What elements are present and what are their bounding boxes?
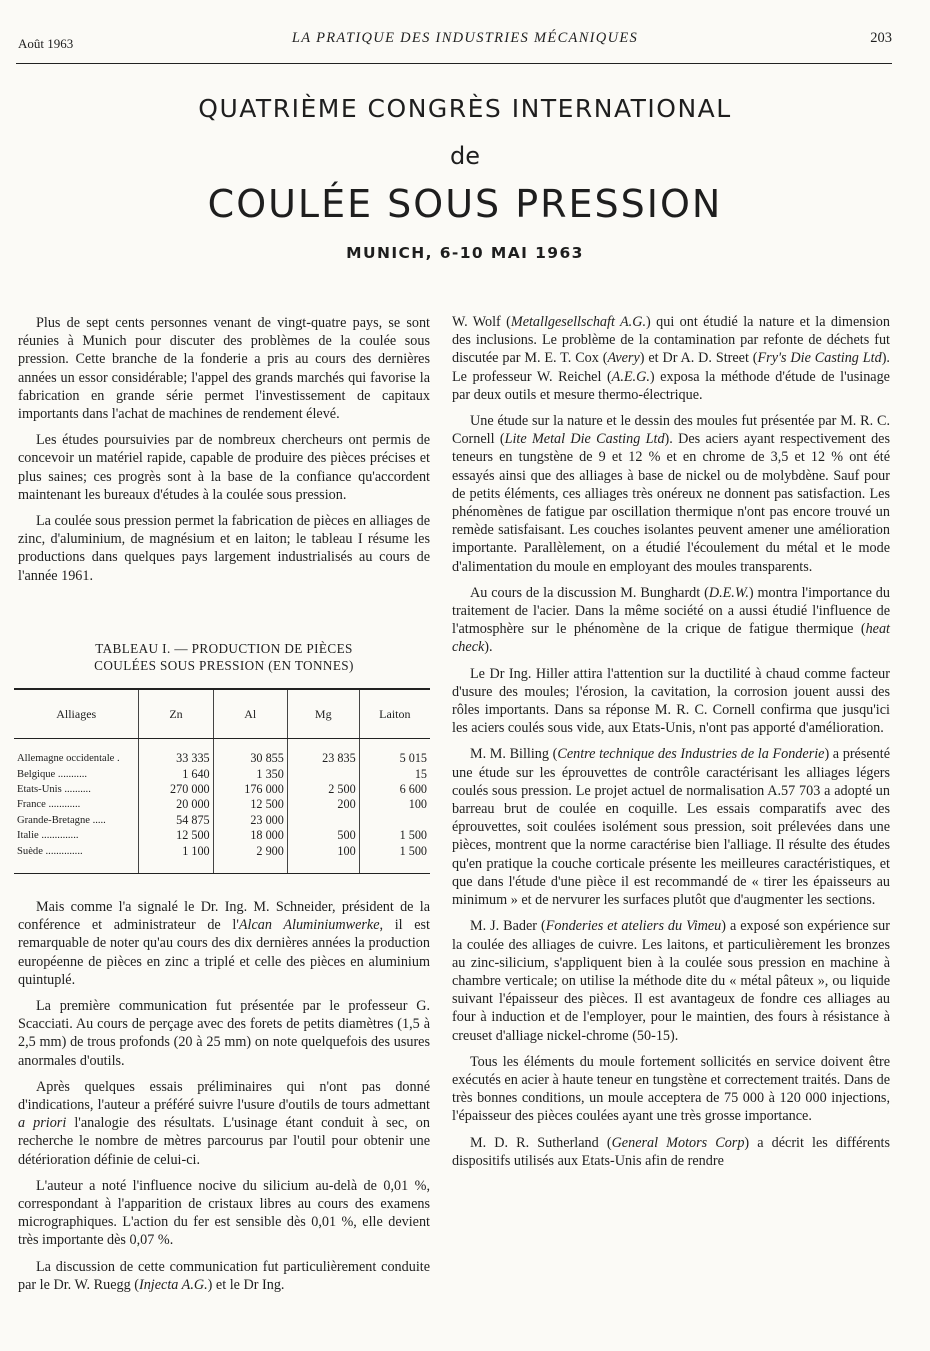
title-line-2: de <box>450 142 480 170</box>
table-cell: 15 <box>359 766 430 781</box>
table-cell: 270 000 <box>139 782 213 797</box>
table-cell: Italie .............. <box>17 830 79 842</box>
table-row <box>14 782 430 797</box>
paragraph: Plus de sept cents personnes venant de vingt-quatre pays, se sont réunies à Munich pour discuter des problèmes de la coulée sous pression. Cette branche de la fonderie a pris au cours des dernières années un essor considérable; l'appel des grands marchés qui favorise la fabrication en grande série permet l'investissement de capitaux importants dans l'achat de machines de rendement élevé. <box>18 315 430 423</box>
table-title <box>18 640 430 674</box>
table-cell: Allemagne occidentale . <box>17 753 120 765</box>
journal-title: LA PRATIQUE DES INDUSTRIES MÉCANIQUES <box>291 30 639 46</box>
paragraph: M. J. Bader (Fonderies et ateliers du Vimeu) a exposé son expérience sur la coulée des alliages de cuivre. Les laitons, et particulièrement les bronzes au zinc-silicium, s'appliquent bien à la coulée sous pression en machine à chambre verticale; on utilise la méthode dite du « métal pâteux », ou liquide suivant l'épaisseur des pièces. Il est avantageux de fondre ces alliages au four à induction et de l'employer, pour le maintien, des fours à résistance à creuset d'alliage nickel-chrome (50-15). <box>452 918 890 1044</box>
issue-date: Août 1963 <box>18 36 74 51</box>
company-name: Fry's Die Casting Ltd <box>757 350 882 367</box>
table-cell <box>359 813 430 828</box>
column-header: Alliages <box>14 689 139 739</box>
paragraph: Après quelques essais préliminaires qui n'ont pas donné d'indications, l'auteur a préféré suivre l'usure d'outils de tours admettant a priori l'analogie des résultats. L'usinage étant conduit à sec, on recherche le nombre de mètres parcourus par l'outil pour obtenir une détérioration définie de celui-ci. <box>18 1078 430 1168</box>
table-cell: 500 <box>287 828 359 843</box>
left-column-bottom <box>18 898 430 1302</box>
table-row <box>14 797 430 812</box>
english-term: heat check <box>452 621 890 656</box>
table-cell: France ............ <box>17 799 81 811</box>
table-cell: Suède .............. <box>14 843 139 873</box>
company-name: D.E.W. <box>708 584 749 601</box>
page-number: 203 <box>870 30 892 46</box>
company-name: Lite Metal Die Casting Ltd <box>504 431 665 448</box>
table-cell: 20 000 <box>139 797 213 812</box>
column-header: Zn <box>139 689 213 739</box>
table-cell: 1 350 <box>213 766 287 781</box>
table-header-row <box>14 689 430 739</box>
table-cell: Grande-Bretagne ..... <box>17 814 106 826</box>
production-table <box>14 688 430 874</box>
table-cell: 12 500 <box>139 828 213 843</box>
table-row <box>14 739 430 767</box>
left-column-top <box>18 314 430 593</box>
table-cell: 100 <box>359 797 430 812</box>
latin-phrase: a priori <box>18 1115 67 1132</box>
table-cell: 12 500 <box>213 797 287 812</box>
paragraph: M. D. R. Sutherland (General Motors Corp) a décrit les différents dispositifs utilisés aux Etats-Unis afin de rendre <box>452 1134 890 1169</box>
table-cell: 1 500 <box>359 843 430 873</box>
table-cell: 2 900 <box>213 843 287 873</box>
title-line-1: QUATRIÈME CONGRÈS INTERNATIONAL <box>198 94 732 123</box>
paragraph: L'auteur a noté l'influence nocive du silicium au-delà de 0,01 %, correspondant à l'apparition de cristaux libres au cours des examens micrographiques. L'action du fer est sensible dès 0,01 %, elle devient très importante dès 0,07 %. <box>18 1177 430 1249</box>
table-cell: 1 640 <box>139 766 213 781</box>
table-cell: 18 000 <box>213 828 287 843</box>
paragraph: Le Dr Ing. Hiller attira l'attention sur la ductilité à chaud comme facteur d'usure des moules; l'érosion, la cavitation, la corrosion jouent aussi des rôles importants. Dans sa réponse M. R. C. Cornell confirma que jusqu'ici les aciers coulés sous vide, aux Etats-Unis, n'ont pas apporté d'amélioration. <box>452 665 890 737</box>
table-cell: 30 855 <box>213 739 287 767</box>
table-row <box>14 828 430 843</box>
paragraph: Mais comme l'a signalé le Dr. Ing. M. Schneider, président de la conférence et administrateur de l'Alcan Aluminiumwerke, il est remarquable de noter qu'au cours des dix dernières années la production européenne de pièces en zinc a triplé et celle des pièces en aluminium quintuplé. <box>18 899 430 988</box>
paragraph: Tous les éléments du moule fortement sollicités en service doivent être exécutés en acier à haute teneur en tungstène et correctement traités. Dans de très bonnes conditions, un moule acceptera de 75 000 à 120 000 injections, l'épaisseur des pièces coulées ayant une très grosse importance. <box>452 1053 890 1125</box>
table-cell: 100 <box>287 843 359 873</box>
table-cell: 1 500 <box>359 828 430 843</box>
table-cell: 2 500 <box>287 782 359 797</box>
right-column <box>452 313 890 1178</box>
subtitle: MUNICH, 6-10 MAI 1963 <box>346 244 584 262</box>
paragraph: Au cours de la discussion M. Bunghardt (D.E.W.) montra l'importance du traitement de l'acier. Dans la même société on a aussi étudié l'influence de l'atmosphère sur le phénomène de la crique de fatigue thermique (heat check). <box>452 584 890 656</box>
table-cell: 200 <box>287 797 359 812</box>
table-title-line-1: TABLEAU I. — PRODUCTION DE PIÈCES <box>95 641 353 656</box>
paragraph: La première communication fut présentée par le professeur G. Scacciati. Au cours de perçage avec des forets de petits diamètres (1,5 à 2,5 mm) de trous profonds (20 à 25 mm) on note quelquefois des usures anormales d'outils. <box>18 998 430 1069</box>
table-cell <box>287 813 359 828</box>
company-name: Avery <box>607 350 640 367</box>
header-rule <box>16 63 892 64</box>
table-title-line-2: COULÉES SOUS PRESSION (EN TONNES) <box>94 658 354 673</box>
table-row <box>14 843 430 873</box>
column-header: Mg <box>287 689 359 739</box>
paragraph: Une étude sur la nature et le dessin des moules fut présentée par M. R. C. Cornell (Lite Metal Die Casting Ltd). Des aciers ayant respectivement des teneurs en tungstène de 9 et 12 % et en chrome de 3,5 et 12 % ont été essayés ainsi que des alliages à base de nickel ou de molybdène. Sauf pour de petits éléments, ces alliages très onéreux ne donnent pas satisfaction. Les phénomènes de fatigue par oscillation thermique n'ont pas encore trouvé un remède satisfaisant. Les couches isolantes peuvent amener une amélioration importante. Parallèlement, on a étudié l'écoulement du métal et le mode d'alimentation du moule en employant des moules transparents. <box>452 413 890 575</box>
paragraph: M. M. Billing (Centre technique des Industries de la Fonderie) a présenté une étude sur les éprouvettes de contrôle caractérisant les alliages légers coulés sous pression. Le projet actuel de normalisation A.57 703 a adopté un barreau brut de coulée en coquille. Les essais comparatifs avec des éprouvettes, soit coulées isolément sous pression, soit prélevées dans une pièces, montrent que la norme caractérise bien l'alliage. Il résulte des études qu'en pratique la couche corticale présente les meilleures caractéristiques, et que dans l'étude d'une pièce il est recommandé de « tirer les épaisseurs au minimum » et de nervurer les surfaces plutôt que d'augmenter les sections. <box>452 746 890 909</box>
running-header <box>0 30 930 52</box>
table-cell <box>287 766 359 781</box>
paragraph: La coulée sous pression permet la fabrication de pièces en alliages de zinc, d'aluminium, de magnésium et en laiton; le tableau I résume les productions dans quelques pays largement industrialisés au cours de l'année 1961. <box>18 513 430 584</box>
table-cell: 6 600 <box>359 782 430 797</box>
company-name: Alcan Aluminiumwerke <box>238 917 380 934</box>
company-name: Injecta A.G. <box>138 1276 208 1293</box>
table-cell: 23 000 <box>213 813 287 828</box>
company-name: General Motors Corp <box>611 1134 745 1151</box>
table-row <box>14 813 430 828</box>
column-header: Al <box>213 689 287 739</box>
table-cell: Etats-Unis .......... <box>17 783 91 795</box>
paragraph: La discussion de cette communication fut particulièrement conduite par le Dr. W. Ruegg (Injecta A.G.) et le Dr Ing. <box>18 1258 430 1293</box>
table-cell: 176 000 <box>213 782 287 797</box>
company-name: Centre technique des Industries de la Fonderie <box>557 746 825 763</box>
paragraph: W. Wolf (Metallgesellschaft A.G.) qui ont étudié la nature et la dimension des inclusions. Le problème de la contamination par refonte de déchets fut discutée par M. E. T. Cox (Avery) et Dr A. D. Street (Fry's Die Casting Ltd). Le professeur W. Reichel (A.E.G.) exposa la méthode d'étude de l'usinage par deux outils et mesure thermo-électrique. <box>452 314 890 403</box>
column-header: Laiton <box>359 689 430 739</box>
company-name: A.E.G. <box>611 368 650 385</box>
paragraph: Les études poursuivies par de nombreux chercheurs ont permis de concevoir un matériel rapide, capable de produire des pièces précises et plus saines; ces progrès sont à la base de la confiance qu'accordent maintenant les bureaux d'études à la coulée sous pression. <box>18 432 430 503</box>
table-cell: 5 015 <box>359 739 430 767</box>
table-row <box>14 766 430 781</box>
company-name: Metallgesellschaft A.G. <box>510 314 647 330</box>
title-line-3: COULÉE SOUS PRESSION <box>207 182 723 226</box>
table-cell: 33 335 <box>139 739 213 767</box>
table-cell: 23 835 <box>287 739 359 767</box>
table-cell: Belgique ........... <box>17 768 88 780</box>
table-cell: 54 875 <box>139 813 213 828</box>
company-name: Fonderies et ateliers du Vimeu <box>545 918 722 935</box>
table-cell: 1 100 <box>139 843 213 873</box>
